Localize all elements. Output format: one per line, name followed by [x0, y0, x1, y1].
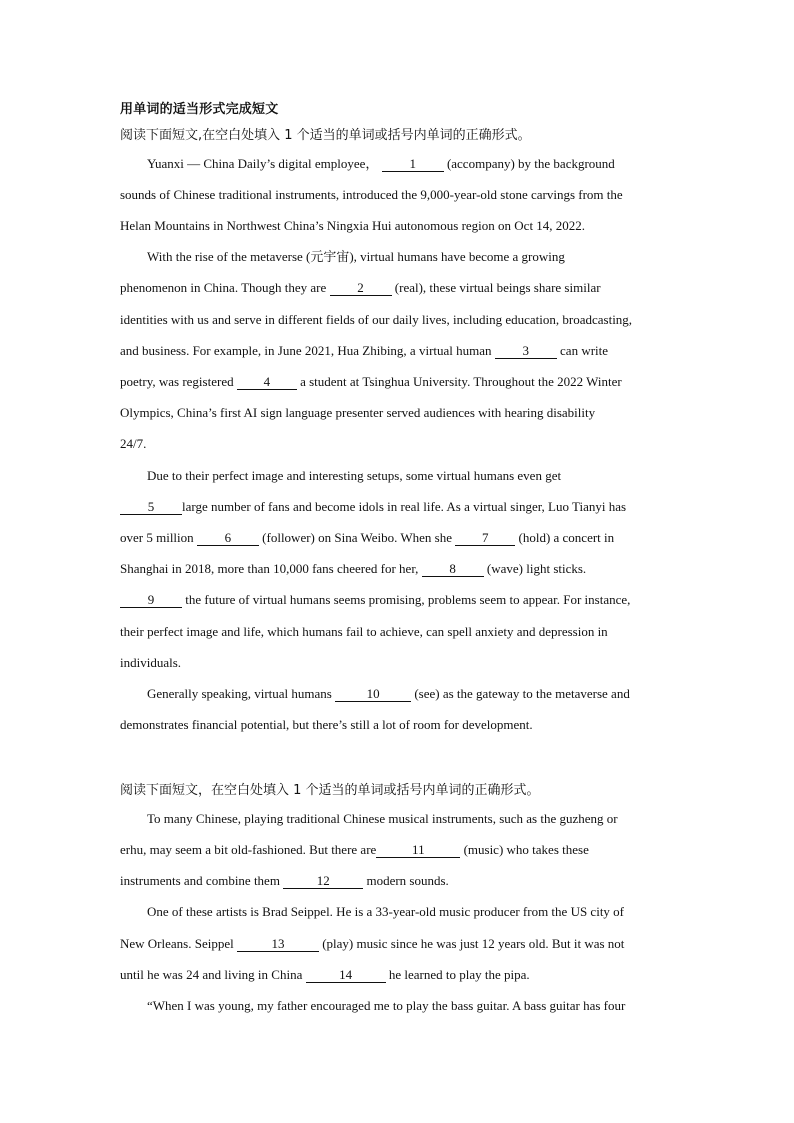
text-line: and business. For example, in June 2021, Hua Zhibing, a virtual human 3 can write [120, 343, 609, 358]
text-line: instruments and combine them 12 modern sounds. [120, 873, 449, 888]
blank-3[interactable]: 3 [495, 344, 557, 359]
text-line: erhu, may seem a bit old-fashioned. But there are 11 (music) who takes these [120, 842, 589, 857]
text-line: individuals. [120, 655, 182, 670]
text-line: demonstrates financial potential, but there’s still a lot of room for development. [120, 717, 533, 732]
blank-9[interactable]: 9 [120, 593, 182, 608]
text-line: until he was 24 and living in China 14 he learned to play the pipa. [120, 967, 530, 982]
text-line: sounds of Chinese traditional instruments, introduced the 9,000-year-old stone carvings from the [120, 187, 623, 202]
blank-14[interactable]: 14 [306, 968, 386, 983]
text-line: poetry, was registered 4 a student at Tsinghua University. Throughout the 2022 Winter [120, 374, 622, 389]
blank-10[interactable]: 10 [335, 687, 411, 702]
blank-2[interactable]: 2 [330, 281, 392, 296]
section1-instruction: 阅读下面短文,在空白处填入 1 个适当的单词或括号内单词的正确形式。 [120, 128, 531, 143]
text-line: 9 the future of virtual humans seems promising, problems seem to appear. For instance, [120, 592, 630, 608]
text-line: New Orleans. Seippel 13 (play) music since he was just 12 years old. But it was not [120, 936, 625, 951]
text-line: over 5 million 6 (follower) on Sina Weibo. When she 7 (hold) a concert in [120, 530, 615, 545]
blank-4[interactable]: 4 [237, 375, 297, 390]
text-line: Helan Mountains in Northwest China’s Ningxia Hui autonomous region on Oct 14, 2022. [120, 218, 586, 233]
blank-1[interactable]: 1 [382, 157, 444, 172]
blank-12[interactable]: 12 [283, 874, 363, 889]
text-line: 24/7. [120, 436, 147, 451]
blank-5[interactable]: 5 [120, 500, 182, 515]
text-line: Generally speaking, virtual humans 10 (see) as the gateway to the metaverse and [147, 686, 630, 701]
text-line: One of these artists is Brad Seippel. He is a 33-year-old music producer from the US city of [147, 904, 625, 919]
text-line: Olympics, China’s first AI sign language presenter served audiences with hearing disability [120, 405, 596, 420]
blank-7[interactable]: 7 [455, 531, 515, 546]
text-line: Due to their perfect image and interesting setups, some virtual humans even get [147, 468, 562, 483]
text-line: Shanghai in 2018, more than 10,000 fans cheered for her, 8 (wave) light sticks. [120, 561, 587, 576]
blank-13[interactable]: 13 [237, 937, 319, 952]
blank-11[interactable]: 11 [376, 843, 460, 858]
section2-instruction: 阅读下面短文，在空白处填入 1 个适当的单词或括号内单词的正确形式。 [120, 783, 540, 798]
text-line: their perfect image and life, which humans fail to achieve, can spell anxiety and depression in [120, 624, 608, 639]
text-line: “When I was young, my father encouraged me to play the bass guitar. A bass guitar has four [147, 998, 626, 1013]
text-line: To many Chinese, playing traditional Chinese musical instruments, such as the guzheng or [147, 811, 618, 826]
text-line: With the rise of the metaverse (元宇宙), virtual humans have become a growing [147, 249, 565, 264]
text-line: phenomenon in China. Though they are 2 (real), these virtual beings share similar [120, 280, 601, 295]
text-line: identities with us and serve in different fields of our daily lives, including education, broadcasting, [120, 312, 633, 327]
blank-8[interactable]: 8 [422, 562, 484, 577]
page-title: 用单词的适当形式完成短文 [120, 102, 279, 117]
text-line: 5 large number of fans and become idols in real life. As a virtual singer, Luo Tianyi has [120, 499, 626, 515]
blank-6[interactable]: 6 [197, 531, 259, 546]
text-line: Yuanxi — China Daily’s digital employee， 1 (accompany) by the background [147, 156, 615, 171]
